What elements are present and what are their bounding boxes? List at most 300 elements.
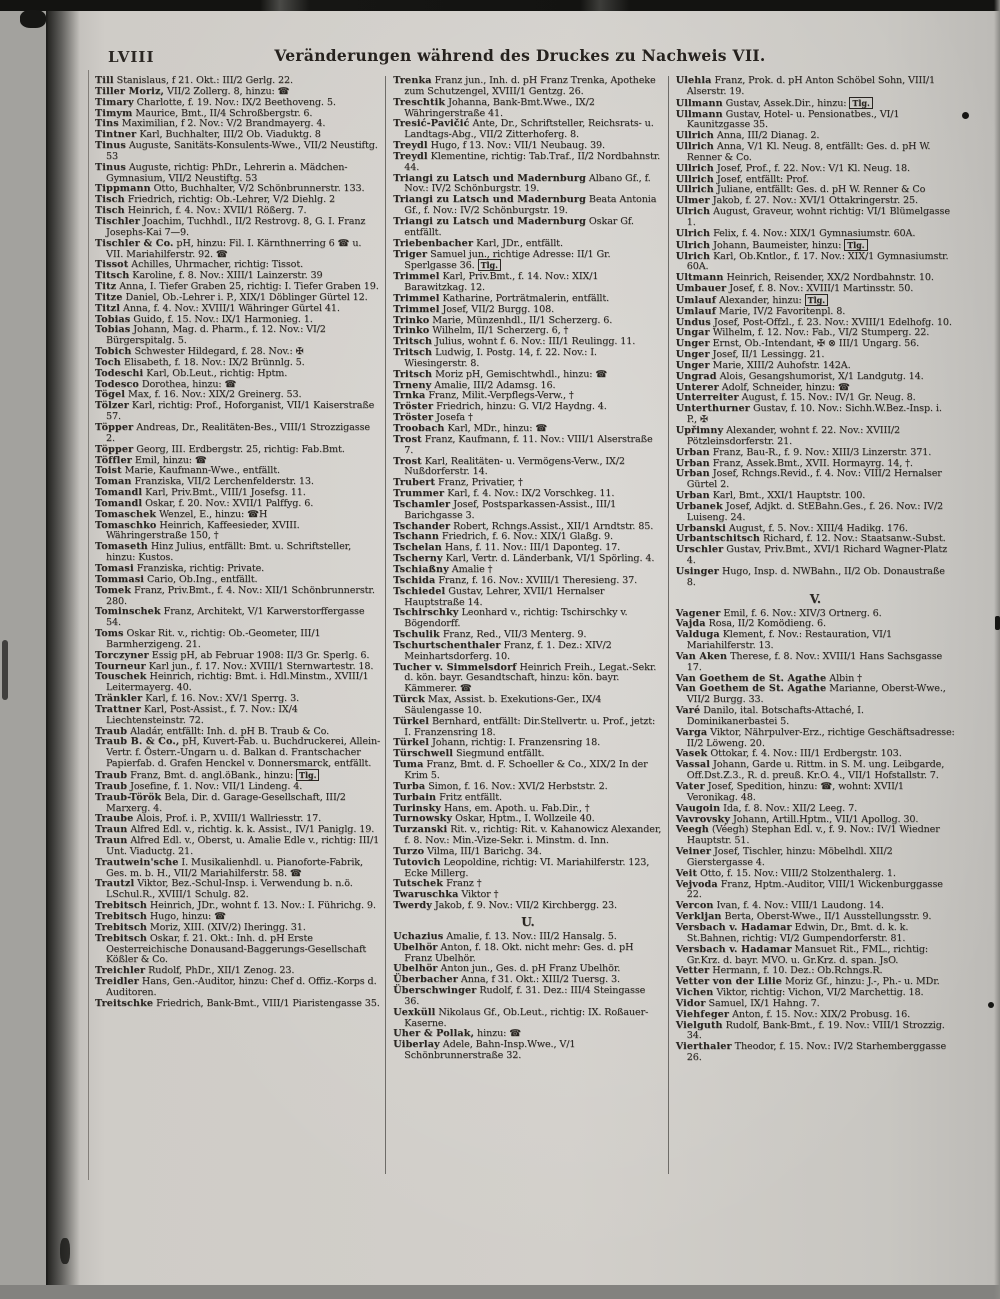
entry-surname: Tröster xyxy=(393,401,434,413)
entry-surname: Tischler xyxy=(95,215,141,227)
directory-entry: Torczyner Essig pH, ab Februar 1908: II/3 Gr. Sperlg. 6. xyxy=(95,649,370,661)
entry-surname: Toch xyxy=(95,356,121,368)
directory-entry: Treitschke Friedrich, Bank-Bmt., VIII/1 Piaristengasse 35. xyxy=(95,997,380,1009)
entry-surname: Toms xyxy=(95,628,124,640)
directory-entry: Traub B. & Co., pH, Kuvert-Fab. u. Buchdruckerei, Allein-Vertr. f. Österr.-Ungarn u. d. Balkan d. Frantschacher Papierfab. d. Grafen Henckel v. Donnersmarck, entfällt. xyxy=(95,736,381,770)
directory-entry: Tomaschek Wenzel, E., hinzu: ☎H xyxy=(95,508,268,520)
directory-entry: Ulehla Franz, Prok. d. pH Anton Schöbel Sohn, VIII/1 Alserstr. 19. xyxy=(675,76,936,97)
entry-surname: Trimmel xyxy=(393,303,440,315)
directory-entry: Twerdy Jakob, f. 9. Nov.: VII/2 Kirchbergg. 23. xyxy=(393,900,617,912)
directory-entry: Turinsky Hans, em. Apoth. u. Fab.Dir., † xyxy=(393,802,590,814)
directory-entry: Treidler Hans, Gen.-Auditor, hinzu: Chef d. Offiz.-Korps d. Auditoren. xyxy=(95,976,377,998)
entry-surname: Tomandl xyxy=(95,497,143,509)
directory-entry: Tobias Johann, Mag. d. Pharm., f. 12. Nov.: VI/2 Bürgerspitalg. 5. xyxy=(95,324,326,347)
entry-surname: Urban xyxy=(675,446,710,458)
directory-entry: Trautzl Viktor, Bez.-Schul-Insp. i. Verwendung b. n.ö. LSchul.R., XVIII/1 Schulg. 82. xyxy=(95,878,353,901)
entry-surname: Umlauf xyxy=(675,294,717,306)
directory-entry: Upřimny Alexander, wohnt f. 22. Nov.: XVIII/2 Pötzleinsdorferstr. 21. xyxy=(675,425,901,447)
directory-entry: Urbanski August, f. 5. Nov.: XIII/4 Hadikg. 176. xyxy=(675,522,908,534)
entry-surname: Vercon xyxy=(675,900,714,912)
entry-surname: Vavrovsky xyxy=(675,813,731,825)
directory-entry: Tögel Max, f. 16. Nov.: XIX/2 Greinerg. 53. xyxy=(95,389,302,401)
directory-entry: Tschirschky Leonhard v., richtig: Tschirschky v. Bögendorff. xyxy=(393,607,628,630)
entry-surname: Verkljan xyxy=(675,911,722,923)
entry-surname: Trinko xyxy=(393,325,430,337)
entry-surname: Triebenbacher xyxy=(393,237,474,249)
directory-entry: Ullrich Josef, entfällt: Prof. xyxy=(675,173,809,185)
scan-speck xyxy=(20,10,46,28)
directory-entry: Tuma Franz, Bmt. d. F. Schoeller & Co., XIX/2 In der Krim 5. xyxy=(393,759,648,781)
directory-entry: Tiller Moriz, VII/2 Zollerg. 8, hinzu: ☎ xyxy=(95,85,290,97)
directory-entry: Tschann Friedrich, f. 6. Nov.: XIX/1 Glaßg. 9. xyxy=(393,531,613,543)
entry-surname: Tscherny xyxy=(393,553,443,565)
entry-surname: Tschirschky xyxy=(393,607,459,619)
entry-surname: Urschler xyxy=(675,544,724,556)
directory-entry: Tisch Heinrich, f. 4. Nov.: XVII/1 Rößerg. 7. xyxy=(95,205,307,217)
directory-entry: Tomek Franz, Priv.Bmt., f. 4. Nov.: XII/1 Schönbrunnerstr. 280. xyxy=(95,584,375,607)
entry-surname: Traun xyxy=(95,824,128,836)
directory-entry: Tschelan Hans, f. 11. Nov.: III/1 Daponteg. 17. xyxy=(393,542,621,554)
directory-entry: Vichen Viktor, richtig: Vichon, VI/2 Marchettig. 18. xyxy=(675,987,924,999)
directory-entry: Toch Elisabeth, f. 18. Nov.: IX/2 Brünnlg. 5. xyxy=(95,356,305,368)
directory-entry: Varga Viktor, Nährpulver-Erz., richtige Geschäftsadresse: II/2 Löweng. 20. xyxy=(675,726,955,749)
entry-surname: Trebitsch xyxy=(95,921,147,933)
directory-entry: Turbain Fritz entfällt. xyxy=(393,791,502,803)
directory-entry: Trebitsch Oskar, f. 21. Okt.: Inh. d. pH Erste Oesterreichische Donausand-Baggerungs-Gesellschaft Kößler & Co. xyxy=(95,932,367,966)
entry-surname: Twaruschka xyxy=(393,889,459,901)
entry-surname: Tobich xyxy=(95,346,132,358)
directory-entry: Unterthurner Gustav, f. 10. Nov.: Sichh.W.Bez.-Insp. i. P., ✠ xyxy=(675,403,942,426)
directory-entry: Tritsch Ludwig, I. Postg. 14, f. 22. Nov.: I. Wiesingerstr. 8. xyxy=(393,347,597,369)
directory-entry: Vetter von der Lilie Moriz Gf., hinzu: J.-, Ph.- u. MDr. xyxy=(675,976,940,988)
entry-surname: Überbacher xyxy=(393,974,458,986)
directory-entry: Undus Josef, Post-Offzl., f. 23. Nov.: XVIII/1 Edelhofg. 10. xyxy=(675,316,952,328)
directory-entry: Vejvoda Franz, Hptm.-Auditor, VIII/1 Wickenburggasse 22. xyxy=(675,878,943,901)
directory-entry: Tisch Friedrich, richtig: Ob.-Lehrer, V/2 Diehlg. 2 xyxy=(95,194,335,206)
directory-entry: Traub-Török Bela, Dir. d. Garage-Gesellschaft, III/2 Marxerg. 4. xyxy=(95,791,346,814)
directory-entry: Tschander Robert, Rchngs.Assist., XII/1 Arndtstr. 85. xyxy=(393,520,654,532)
entry-surname: Tschiaßny xyxy=(393,563,449,575)
entry-surname: Tomaseth xyxy=(95,541,148,553)
directory-entry: Vetter Hermann, f. 10. Dez.: Ob.Rchngs.R. xyxy=(675,965,883,977)
entry-surname: Trummer xyxy=(393,488,445,500)
entry-surname: Trost xyxy=(393,433,422,445)
directory-entry: Unterreiter August, f. 15. Nov.: IV/1 Gr. Neug. 8. xyxy=(675,392,916,404)
directory-entry: Turzanski Rit. v., richtig: Rit. v. Kahanowicz Alexander, f. 8. Nov.: Min.-Vize-Sekr. i. Minstm. d. Inn. xyxy=(393,824,662,847)
entry-surname: Todesco xyxy=(95,378,139,390)
directory-entry: Todeschi Karl, Ob.Leut., richtig: Hptm. xyxy=(95,367,288,379)
directory-entry: Ullrich Josef, Prof., f. 22. Nov.: V/1 Kl. Neug. 18. xyxy=(675,162,910,174)
directory-entry: Tintner Karl, Buchhalter, III/2 Ob. Viaduktg. 8 xyxy=(95,129,321,141)
entry-surname: Todeschi xyxy=(95,367,144,379)
entry-surname: Ungar xyxy=(675,327,710,339)
entry-surname: Türkel xyxy=(393,715,429,727)
entry-surname: Tinus xyxy=(95,140,126,152)
entry-surname: Überschwinger xyxy=(393,985,477,997)
entry-surname: Ullrich xyxy=(675,130,714,142)
directory-entry: Urban Josef, Rchngs.Revid., f. 4. Nov.: VIII/2 Hernalser Gürtel 2. xyxy=(675,468,942,491)
scan-speck xyxy=(962,112,969,119)
page-folio: LVIII xyxy=(108,48,155,66)
directory-entry: Uiberlay Adele, Bahn-Insp.Wwe., V/1 Schönbrunnerstraße 32. xyxy=(393,1039,576,1062)
entry-surname: Upřimny xyxy=(675,425,724,436)
entry-surname: Trautwein'sche xyxy=(95,856,179,868)
entry-surname: Ulmer xyxy=(675,195,710,207)
directory-entry: Ungrad Alois, Gesangshumorist, X/1 Landgutg. 14. xyxy=(675,370,924,382)
scan-speck xyxy=(60,1238,70,1264)
entry-surname: Versbach v. Hadamar xyxy=(675,921,792,933)
entry-surname: Tschurtschenthaler xyxy=(393,639,501,651)
scan-speck xyxy=(2,640,8,700)
entry-surname: Traube xyxy=(95,813,134,825)
directory-entry: Ulmer Jakob, f. 27. Nov.: XVI/1 Ottakringerstr. 25. xyxy=(675,195,918,207)
directory-entry: Traun Alfred Edl. v., richtig. k. k. Assist., IV/1 Paniglg. 19. xyxy=(95,824,375,836)
directory-entry: Ultmann Heinrich, Reisender, XX/2 Nordbahnstr. 10. xyxy=(675,272,934,284)
entry-surname: Titsch xyxy=(95,270,130,282)
directory-entry: Trebitsch Heinrich, JDr., wohnt f. 13. Nov.: I. Führichg. 9. xyxy=(95,900,376,912)
directory-entry: Tschulik Franz, Red., VII/3 Menterg. 9. xyxy=(393,629,587,641)
entry-surname: Tomaschko xyxy=(95,519,157,531)
entry-surname: Tutschek xyxy=(393,878,444,890)
entry-surname: Ullmann xyxy=(675,97,723,109)
entry-surname: Tschulik xyxy=(393,629,440,641)
entry-surname: Tobias xyxy=(95,324,131,336)
directory-entry: Tommasi Cario, Ob.Ing., entfällt. xyxy=(95,573,258,585)
entry-surname: Treydl xyxy=(393,140,428,152)
directory-entry: Vater Josef, Spedition, hinzu: ☎, wohnt: XVII/1 Veronikag. 48. xyxy=(675,781,904,803)
entry-surname: Trimmel xyxy=(393,292,440,304)
entry-surname: Uchazius xyxy=(393,930,444,942)
entry-surname: Ulrich xyxy=(675,250,711,262)
directory-entry: Tritsch Julius, wohnt f. 6. Nov.: III/1 Reulingg. 11. xyxy=(393,336,636,348)
entry-surname: Vejvoda xyxy=(675,878,718,890)
directory-entry: Tobias Guido, f. 15. Nov.: IX/1 Harmonieg. 1. xyxy=(95,313,313,325)
directory-entry: Van Goethem de St. Agathe Marianne, Oberst-Wwe., VII/2 Burgg. 33. xyxy=(675,683,946,706)
directory-entry: Twaruschka Viktor † xyxy=(393,889,499,901)
entry-surname: Van Goethem de St. Agathe xyxy=(675,683,827,695)
directory-entry: Töffler Emil, hinzu: ☎ xyxy=(95,454,207,466)
entry-surname: Touschek xyxy=(95,671,147,683)
directory-entry: Ullrich Juliane, entfällt: Ges. d. pH W. Renner & Co xyxy=(675,184,926,196)
directory-entry: Unterer Adolf, Schneider, hinzu: ☎ xyxy=(675,381,850,393)
entry-surname: Tschelan xyxy=(393,542,442,554)
entry-surname: Vidor xyxy=(675,997,706,1009)
scan-speck xyxy=(988,1002,994,1008)
telegram-badge: Tlg. xyxy=(296,769,319,781)
directory-entry: Veiner Josef, Tischler, hinzu: Möbelhdl. XII/2 Gierstergasse 4. xyxy=(675,846,893,868)
entry-surname: Ubelhör xyxy=(393,941,438,953)
entry-surname: Versbach v. Hadamar xyxy=(675,943,792,955)
entry-surname: Tschamler xyxy=(393,498,451,510)
entry-surname: Vetter von der Lilie xyxy=(675,976,782,988)
directory-entry: Umbauer Josef, f. 8. Nov.: XVIII/1 Martinsstr. 50. xyxy=(675,283,914,295)
entry-surname: Tischler & Co. xyxy=(95,237,174,249)
directory-entry: Versbach v. Hadamar Mansuet Rit., FML., richtig: Gr.Krz. d. bayr. MVO. u. Gr.Krz. d. span. JsO. xyxy=(675,943,929,966)
scan-top-border xyxy=(0,0,1000,11)
entry-surname: Urbanski xyxy=(675,522,726,534)
entry-surname: Tisch xyxy=(95,205,125,217)
column-3 xyxy=(668,76,955,1174)
entry-surname: Tommasi xyxy=(95,573,145,585)
entry-surname: Trimmel xyxy=(393,271,440,283)
directory-entry: Vasek Ottokar, f. 4. Nov.: III/1 Erdbergstr. 103. xyxy=(675,748,902,760)
entry-surname: Usinger xyxy=(675,565,719,577)
directory-entry: Trinko Marie, Münzenhdl., II/1 Scherzerg. 6. xyxy=(393,314,613,326)
book-gutter-shadow xyxy=(46,0,80,1299)
entry-surname: Tomasi xyxy=(95,562,134,574)
directory-entry: Überschwinger Rudolf, f. 31. Dez.: III/4 Steingasse 36. xyxy=(393,985,646,1007)
directory-entry: Titsch Karoline, f. 8. Nov.: XIII/1 Lainzerstr. 39 xyxy=(95,270,323,282)
directory-entry: Tomandl Karl, Priv.Bmt., VIII/1 Josefsg. 11. xyxy=(95,487,306,499)
entry-surname: Turnowsky xyxy=(393,813,453,825)
directory-entry: Tschamler Josef, Postsparkassen-Assist., III/1 Barichgasse 3. xyxy=(393,498,617,521)
entry-surname: Urban xyxy=(675,457,710,469)
scan-right-edge xyxy=(994,0,1000,1299)
directory-entry: Trimmel Karl, Priv.Bmt., f. 14. Nov.: XIX/1 Barawitzkag. 12. xyxy=(393,271,599,294)
directory-entry: Ulrich Felix, f. 4. Nov.: XIX/1 Gymnasiumstr. 60A. xyxy=(675,227,916,239)
directory-entry: Verkljan Berta, Oberst-Wwe., II/1 Ausstellungsstr. 9. xyxy=(675,911,932,923)
telegram-badge: Tlg. xyxy=(805,294,828,306)
entry-surname: Ullrich xyxy=(675,184,714,196)
directory-entry: Tschida Franz, f. 16. Nov.: XVIII/1 Theresieng. 37. xyxy=(393,574,638,586)
directory-entry: Tissot Achilles, Uhrmacher, richtig: Tissot. xyxy=(95,259,304,271)
entry-surname: Trubert xyxy=(393,477,436,489)
entry-surname: Tomek xyxy=(95,584,132,596)
directory-entry: Toman Franziska, VII/2 Lerchenfelderstr. 13. xyxy=(95,476,314,488)
entry-surname: Türkel xyxy=(393,737,429,749)
entry-surname: Unterreiter xyxy=(675,392,739,404)
entry-surname: Tippmann xyxy=(95,183,151,195)
directory-entry: Vassal Johann, Garde u. Rittm. in S. M. ung. Leibgarde, Off.Dst.Z.3., R. d. preuß. Kr.O. 4., VII/1 Hofstallstr. 7. xyxy=(675,759,945,782)
directory-entry: Titzl Anna, f. 4. Nov.: XVIII/1 Währinger Gürtel 41. xyxy=(95,302,340,314)
entry-surname: Vater xyxy=(675,781,705,792)
entry-surname: Varé xyxy=(675,705,701,717)
entry-surname: Traub xyxy=(95,770,128,781)
directory-entry: Trummer Karl, f. 4. Nov.: IX/2 Vorschkeg. 11. xyxy=(393,488,615,500)
entry-surname: Timym xyxy=(95,107,133,119)
directory-entry: Tröster Josefa † xyxy=(393,412,473,424)
entry-surname: Titzl xyxy=(95,302,121,314)
directory-entry: Türkel Bernhard, entfällt: Dir.Stellvertr. u. Prof., jetzt: I. Franzensring 18. xyxy=(393,715,656,738)
directory-entry: Ullrich Anna, III/2 Dianag. 2. xyxy=(675,130,820,142)
entry-surname: Tresić-Pavičić xyxy=(393,118,470,130)
entry-surname: Ulrich xyxy=(675,206,711,218)
entry-surname: Traub xyxy=(95,780,128,792)
entry-surname: Ulrich xyxy=(675,239,711,251)
entry-surname: Treydl xyxy=(393,150,428,162)
directory-entry: Trebitsch Hugo, hinzu: ☎ xyxy=(95,910,226,922)
directory-entry: Traub Aladár, entfällt: Inh. d. pH B. Traub & Co. xyxy=(95,725,330,737)
entry-surname: Ultmann xyxy=(675,272,724,284)
entry-surname: Ulehla xyxy=(675,76,712,86)
directory-entry: Umlauf Alexander, hinzu: Tlg. xyxy=(676,295,955,307)
entry-surname: Tritsch xyxy=(393,368,433,380)
entry-surname: Trost xyxy=(393,455,422,467)
entry-surname: Till xyxy=(95,76,114,86)
directory-entry: Ungar Wilhelm, f. 12. Nov.: Fab., VI/2 Stumperg. 22. xyxy=(675,327,930,339)
entry-surname: Tränkler xyxy=(95,693,143,705)
directory-entry: Trost Karl, Realitäten- u. Vermögens-Verw., IX/2 Nußdorferstr. 14. xyxy=(393,455,625,478)
telegram-badge: Tlg. xyxy=(844,239,867,251)
entry-surname: Valduga xyxy=(675,629,720,641)
entry-surname: Tintner xyxy=(95,129,137,141)
directory-entry: Triebenbacher Karl, JDr., entfällt. xyxy=(393,237,563,249)
entry-surname: Tritsch xyxy=(393,336,433,348)
directory-entry: Trimmel Katharine, Porträtmalerin, entfällt. xyxy=(393,292,610,304)
entry-surname: Tuma xyxy=(393,759,424,771)
directory-entry: Traun Alfred Edl. v., Oberst, u. Amalie Edle v., richtig: III/1 Unt. Viaductg. 21. xyxy=(95,835,380,857)
entry-surname: Tissot xyxy=(95,259,129,271)
entry-surname: Umlauf xyxy=(675,305,717,317)
directory-entry: Uher & Pollak, hinzu: ☎ xyxy=(393,1028,522,1040)
directory-entry: Tinus Auguste, Sanitäts-Konsulents-Wwe., VII/2 Neustiftg. 53 xyxy=(95,140,378,162)
entry-surname: Urbanek xyxy=(675,500,723,512)
entry-surname: Unterer xyxy=(675,381,719,393)
directory-entry: Varé Danilo, ital. Botschafts-Attaché, I. Dominikanerbastei 5. xyxy=(675,705,864,727)
directory-entry: Timym Maurice, Bmt., II/4 Schroßbergstr. 6. xyxy=(95,107,313,119)
entry-surname: Treschtik xyxy=(393,96,446,108)
entry-surname: Töffler xyxy=(95,454,132,466)
directory-entry: Tomandl Oskar, f. 20. Nov.: XVII/1 Palffyg. 6. xyxy=(95,497,314,509)
directory-entry: Till Stanislaus, f 21. Okt.: III/2 Gerlg. 22. xyxy=(95,76,293,86)
directory-entry: Triangi zu Latsch und Madernburg Oskar Gf. entfällt. xyxy=(393,215,634,238)
directory-entry: Traub Franz, Bmt. d. angl.öBank., hinzu: Tlg. xyxy=(95,770,380,782)
entry-surname: Turzanski xyxy=(393,824,448,836)
directory-entry: Urban Franz, Assek.Bmt., XVII. Hormayrg. 14, †. xyxy=(675,457,913,469)
entry-surname: Troobach xyxy=(393,423,445,434)
directory-entry: Ullrich Anna, V/1 Kl. Neug. 8, entfällt: Ges. d. pH W. Renner & Co. xyxy=(675,141,931,163)
entry-surname: Turinsky xyxy=(393,802,441,814)
directory-entry: Tränkler Karl, f. 16. Nov.: XV/1 Sperrg. 3. xyxy=(95,693,300,705)
entry-surname: Türschwell xyxy=(393,748,454,760)
directory-entry: Urbantschitsch Richard, f. 12. Nov.: Staatsanw.-Subst. xyxy=(675,533,946,545)
directory-entry: Trubert Franz, Privatier, † xyxy=(393,477,523,489)
entry-surname: Ullrich xyxy=(675,173,714,185)
entry-surname: Ubelhör xyxy=(393,963,438,975)
directory-entry: Toist Marie, Kaufmann-Wwe., entfällt. xyxy=(95,465,280,477)
entry-surname: Tourneur xyxy=(95,660,146,672)
directory-entry: Troobach Karl, MDr., hinzu: ☎ xyxy=(393,423,548,434)
directory-entry: Vidor Samuel, IX/1 Hahng. 7. xyxy=(675,997,820,1009)
directory-entry: Vaugoin Ida, f. 8. Nov.: XII/2 Leeg. 7. xyxy=(675,802,858,814)
entry-surname: Turba xyxy=(393,780,426,792)
entry-surname: Trebitsch xyxy=(95,900,147,912)
entry-surname: Vajda xyxy=(675,618,706,630)
directory-entry: Van Goethem de St. Agathe Albin † xyxy=(675,672,862,684)
directory-entry: Tischler Joachim, Tuchhdl., II/2 Restrovg. 8, G. I. Franz Josephs-Kai 7—9. xyxy=(95,215,366,238)
entry-surname: Türck xyxy=(393,694,425,706)
entry-surname: Turbain xyxy=(393,791,437,803)
directory-entry: Usinger Hugo, Insp. d. NWBahn., II/2 Ob. Donaustraße 8. xyxy=(675,565,945,588)
directory-entry: Treschtik Johanna, Bank-Bmt.Wwe., IX/2 Währingerstraße 41. xyxy=(393,96,595,119)
telegram-badge: Tlg. xyxy=(849,97,872,109)
entry-surname: Tomandl xyxy=(95,487,143,499)
directory-entry: Tomasi Franziska, richtig: Private. xyxy=(95,562,265,574)
directory-entry: Tutovich Leopoldine, richtig: VI. Mariahilferstr. 123, Ecke Millerg. xyxy=(393,856,650,879)
directory-entry: Van Aken Therese, f. 8. Nov.: XVIII/1 Hans Sachsgasse 17. xyxy=(675,650,943,673)
entry-surname: Trautzl xyxy=(95,878,135,890)
entry-surname: Trnka xyxy=(393,390,426,402)
entry-surname: Vassal xyxy=(675,759,711,771)
directory-entry: Vagener Emil, f. 6. Nov.: XIV/3 Ortnerg. 6. xyxy=(675,607,882,619)
entry-surname: Trebitsch xyxy=(95,910,147,922)
entry-surname: Uiberlay xyxy=(393,1039,440,1051)
entry-surname: Töpper xyxy=(95,422,134,433)
entry-surname: Veegh xyxy=(675,824,709,836)
directory-entry: Ullmann Gustav, Hotel- u. Pensionatbes., VI/1 Kaunitzgasse 35. xyxy=(675,108,900,131)
entry-surname: Umbauer xyxy=(675,283,727,295)
directory-entry: Tinus Auguste, richtig: PhDr., Lehrerin a. Mädchen-Gymnasium, VII/2 Neustiftg. 53 xyxy=(95,161,348,184)
directory-entry: Trautwein'sche I. Musikalienhdl. u. Pianoforte-Fabrik, Ges. m. b. H., VII/2 Mariahilferstr. 58. ☎ xyxy=(95,856,363,879)
directory-entry: Unger Josef, II/1 Lessingg. 21. xyxy=(675,349,825,361)
directory-entry: Türschwell Siegmund entfällt. xyxy=(393,748,545,760)
entry-surname: Urban xyxy=(675,490,710,502)
directory-entry: Tschiaßny Amalie † xyxy=(393,563,493,575)
directory-entry: Timary Charlotte, f. 19. Nov.: IX/2 Beethoveng. 5. xyxy=(95,96,336,108)
entry-surname: Ulrich xyxy=(675,227,711,239)
entry-surname: Trebitsch xyxy=(95,932,147,944)
directory-entry: Trenka Franz jun., Inh. d. pH Franz Trenka, Apotheke zum Schutzengel, XVIII/1 Gentzg. 26. xyxy=(393,76,656,97)
directory-entry: Uexküll Nikolaus Gf., Ob.Leut., richtig: IX. Roßauer-Kaserne. xyxy=(393,1006,649,1029)
directory-entry: Traube Alois, Prof. i. P., XVIII/1 Wallriesstr. 17. xyxy=(95,813,322,825)
entry-surname: Unger xyxy=(675,359,710,371)
entry-surname: Triangi zu Latsch und Madernburg xyxy=(393,215,586,227)
entry-surname: Uher & Pollak, xyxy=(393,1028,475,1040)
directory-entry: Tresić-Pavičić Ante, Dr., Schriftsteller, Reichsrats- u. Landtags-Abg., VII/2 Zitterhoferg. 8. xyxy=(393,118,654,141)
directory-entry: Türkel Johann, richtig: I. Franzensring 18. xyxy=(393,737,601,749)
directory-entry: Tucher v. Simmelsdorf Heinrich Freih., Legat.-Sekr. d. kön. bayr. Gesandtschaft, hinzu: kön. bayr. Kämmerer. ☎ xyxy=(393,661,657,695)
directory-entry: Tominschek Franz, Architekt, V/1 Karwerstorffergasse 54. xyxy=(95,606,365,629)
directory-entry: Treydl Klementine, richtig: Tab.Traf., II/2 Nordbahnstr. 44. xyxy=(393,150,661,173)
directory-entry: Urban Karl, Bmt., XXI/1 Hauptstr. 100. xyxy=(675,490,866,502)
directory-entry: Tschurtschenthaler Franz, f. 1. Dez.: XIV/2 Meinhartsdorferg. 10. xyxy=(393,639,612,662)
directory-entry: Veit Otto, f. 15. Nov.: VIII/2 Stolzenthalerg. 1. xyxy=(675,867,896,879)
directory-entry: Tins Maximilian, f 2. Nov.: V/2 Brandmayerg. 4. xyxy=(95,118,326,130)
directory-entry: Tischler & Co. pH, hinzu: Fil. I. Kärnthnerring 6 ☎ u. VII. Mariahilferstr. 92. ☎ xyxy=(95,237,362,260)
directory-entry: Ulrich Johann, Baumeister, hinzu: Tlg. xyxy=(676,240,955,252)
entry-surname: Titz xyxy=(95,281,117,293)
directory-entry: Trebitsch Moriz, XIII. (XIV/2) Iheringg. 31. xyxy=(95,921,306,933)
entry-surname: Tomaschek xyxy=(95,508,157,520)
directory-columns xyxy=(95,76,955,1174)
entry-surname: Unterthurner xyxy=(675,403,750,415)
directory-entry: Vercon Ivan, f. 4. Nov.: VIII/1 Laudong. 14. xyxy=(675,900,884,912)
entry-surname: Torczyner xyxy=(95,649,149,661)
directory-entry: Turnowsky Oskar, Hptm., I. Wollzeile 40. xyxy=(393,813,595,825)
entry-surname: Urbantschitsch xyxy=(675,533,761,545)
directory-entry: Trost Franz, Kaufmann, f. 11. Nov.: VIII/1 Alserstraße 7. xyxy=(393,433,653,456)
entry-surname: Undus xyxy=(675,316,711,328)
directory-entry: Trimmel Josef, VII/2 Burgg. 108. xyxy=(393,303,555,315)
entry-surname: Tutovich xyxy=(393,856,441,868)
entry-surname: Tölzer xyxy=(95,400,129,412)
entry-surname: Toman xyxy=(95,476,132,488)
entry-surname: Traub xyxy=(95,725,128,737)
directory-entry: Tölzer Karl, richtig: Prof., Hoforganist, VII/1 Kaiserstraße 57. xyxy=(95,400,375,423)
directory-entry: Vierthaler Theodor, f. 15. Nov.: IV/2 Starhemberggasse 26. xyxy=(675,1041,947,1064)
entry-surname: Van Aken xyxy=(675,650,728,662)
entry-surname: Timary xyxy=(95,96,134,108)
entry-surname: Traun xyxy=(95,835,128,847)
column-2 xyxy=(385,76,667,1174)
directory-entry: Ubelhör Anton, f. 18. Okt. nicht mehr: Ges. d. pH Franz Ubelhör. xyxy=(393,941,634,964)
directory-entry: Tomaschko Heinrich, Kaffeesieder, XVIII. Währingerstraße 150, † xyxy=(95,519,300,542)
entry-surname: Ullrich xyxy=(675,141,714,153)
entry-surname: Tominschek xyxy=(95,606,161,618)
directory-entry: Tobich Schwester Hildegard, f. 28. Nov.: ✠ xyxy=(95,346,304,358)
entry-surname: Tinus xyxy=(95,161,126,173)
entry-surname: Vaugoin xyxy=(675,802,721,814)
